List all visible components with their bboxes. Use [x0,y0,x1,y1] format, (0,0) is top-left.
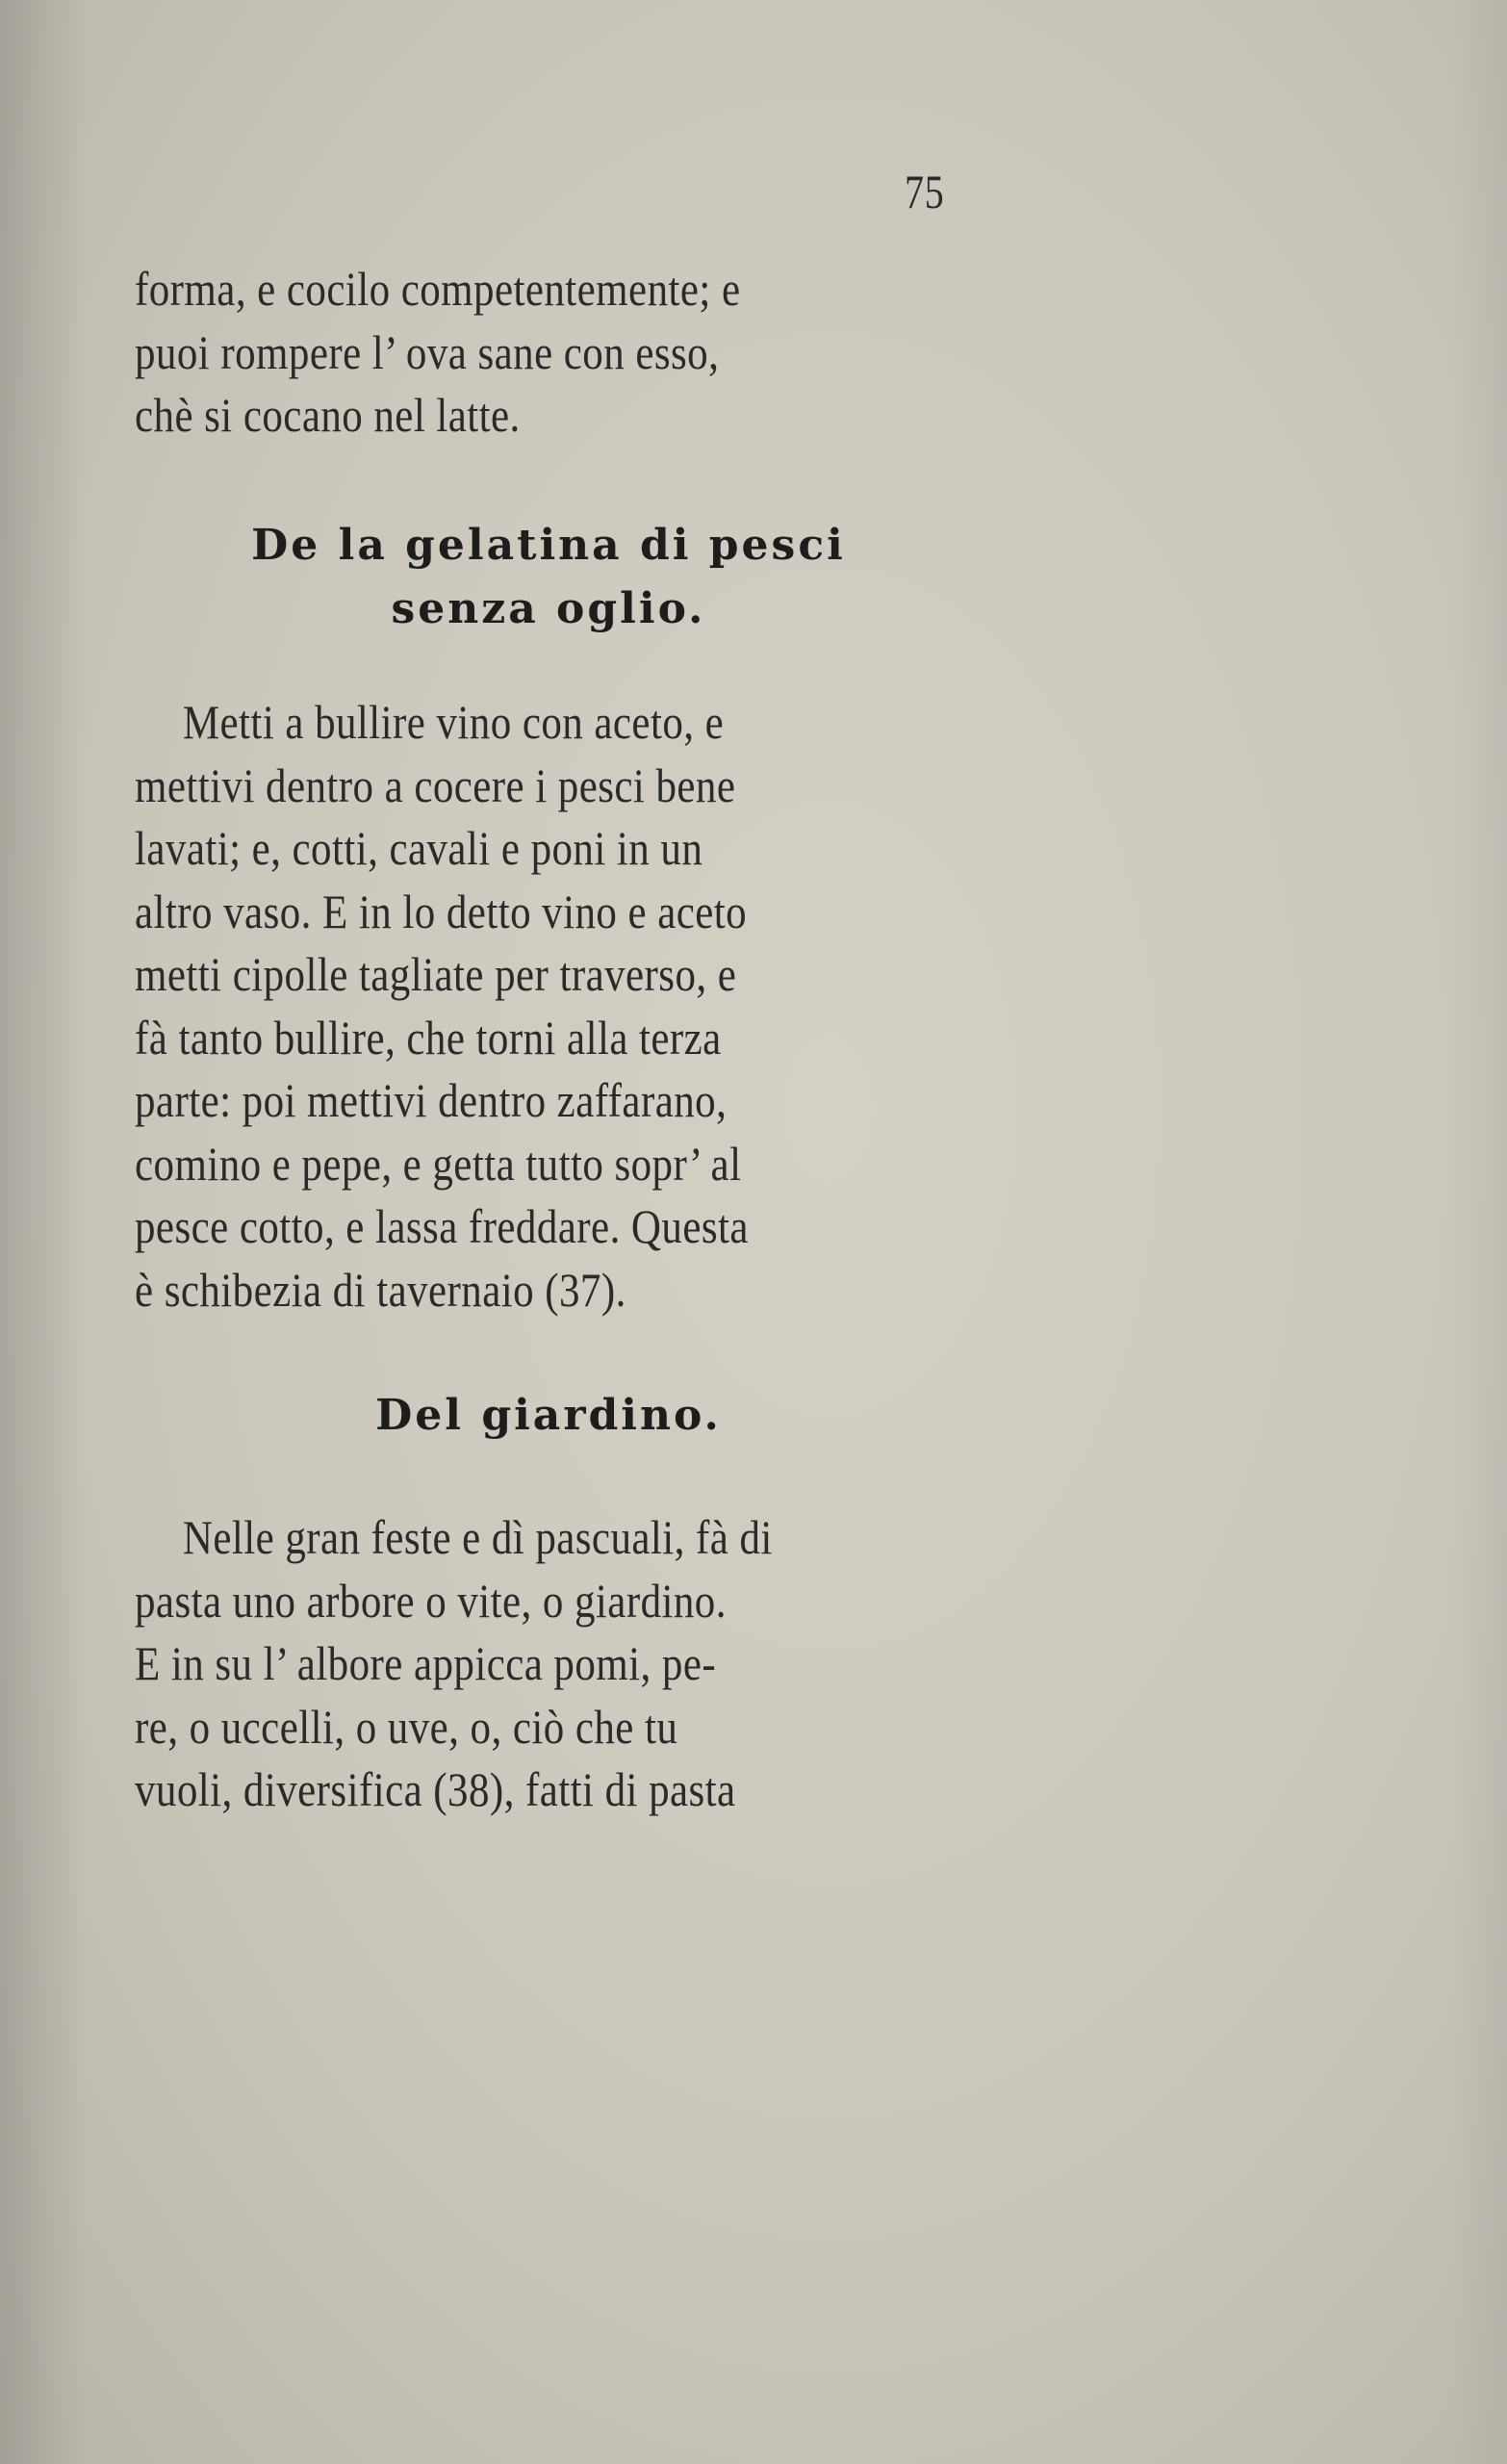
text-line: pasta uno arbore o vite, o giardino. [135,1573,727,1628]
paragraph-continuation [135,258,962,448]
heading-line: senza oglio. [391,584,706,633]
text-line: altro vaso. E in lo detto vino e aceto [135,884,748,938]
page-shadow-left [0,0,87,2464]
page-shadow-right [1449,0,1507,2464]
text-line: mettivi dentro a cocere i pesci bene [135,757,736,812]
text-line: puoi rompere l’ ova sane con esso, [135,324,720,379]
text-line: è schibezia di tavernaio (37). [135,1262,626,1317]
text-line: lavati; e, cotti, cavali e poni in un [135,821,703,875]
text-line: fà tanto bullire, che torni alla terza [135,1010,722,1065]
text-line: metti cipolle tagliate per traverso, e [135,947,737,1001]
section-heading-gelatina [135,514,962,641]
text-line: E in su l’ albore appicca pomi, pe- [135,1636,717,1690]
text-line: forma, e cocilo competentemente; e [135,262,741,316]
section-heading-giardino [135,1384,962,1448]
text-line: Nelle gran feste e dì pascuali, fà di [182,1510,773,1564]
heading-line: Del giardino. [375,1391,722,1440]
text-line: chè si cocano nel latte. [135,388,521,442]
text-line: vuoli, diversifica (38), fatti di pasta [135,1762,736,1816]
text-line: parte: poi mettivi dentro zaffarano, [135,1073,728,1127]
heading-line: De la gelatina di pesci [251,521,846,570]
paragraph-giardino [135,1506,962,1822]
page-number: 75 [905,165,945,218]
text-line: re, o uccelli, o uve, o, ciò che tu [135,1699,678,1754]
text-line: comino e pepe, e getta tutto sopr’ al [135,1136,742,1191]
paragraph-gelatina [135,691,962,1322]
text-line: Metti a bullire vino con aceto, e [182,695,725,749]
text-line: pesce cotto, e lassa freddare. Questa [135,1199,749,1253]
